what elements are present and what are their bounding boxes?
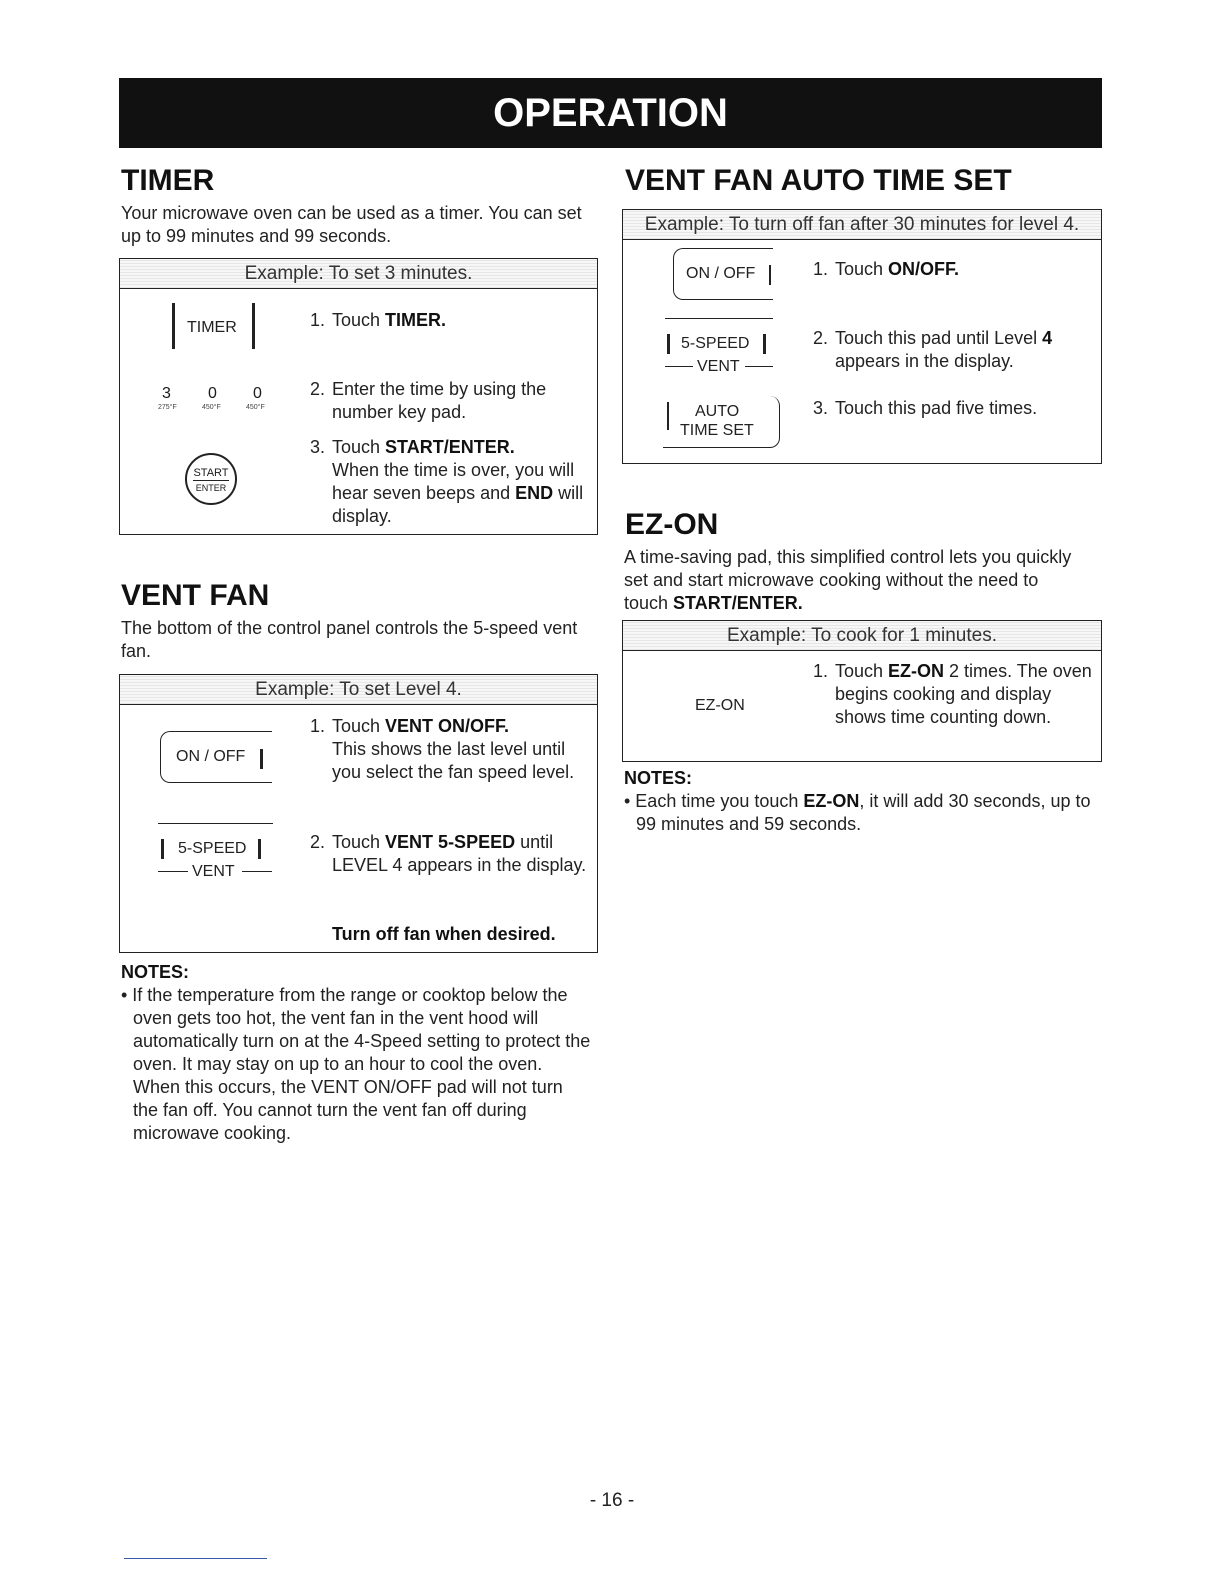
auto-time-example-header: Example: To turn off fan after 30 minutes for level 4. — [623, 210, 1101, 240]
key-temps — [158, 404, 278, 414]
step-text: When the time is over, you will hear seven beeps and — [332, 460, 575, 503]
vent-onoff-pad[interactable] — [160, 731, 272, 783]
pad-bar — [667, 334, 670, 354]
auto-time-example-box — [622, 209, 1102, 464]
step-text: Touch this pad until Level — [835, 328, 1043, 348]
timer-intro: Your microwave oven can be used as a timer. You can set up to 99 minutes and 99 seconds. — [121, 203, 582, 246]
vent-left-dash — [665, 366, 693, 367]
vent-label: VENT — [192, 863, 235, 880]
auto-vent-label: VENT — [697, 358, 740, 375]
ezon-intro-key: START/ENTER. — [673, 593, 803, 613]
step-number: 1. — [813, 259, 829, 279]
ezon-note-text: • Each time you touch — [624, 791, 804, 811]
vent-closing: Turn off fan when desired. — [332, 924, 556, 944]
step-text: Enter the time by using the number key pad. — [332, 379, 547, 422]
auto-label: AUTO — [695, 403, 740, 420]
key-temp-label: 450°F — [202, 404, 221, 411]
step-text: 2 times. The oven begins cooking and display shows time counting down. — [835, 661, 1092, 727]
step-number: 2. — [310, 379, 326, 399]
step-text: This shows the last level until you select the fan speed level. — [332, 739, 575, 782]
ezon-notes-title: NOTES: — [624, 768, 693, 788]
pad-bar — [258, 839, 261, 859]
step-key: END — [515, 483, 554, 503]
step-text: Touch — [332, 310, 386, 330]
number-key[interactable]: 0 — [208, 385, 217, 402]
vent-step-2 — [310, 831, 595, 877]
step-text: Touch — [332, 437, 386, 457]
timer-example-box — [119, 258, 598, 535]
footer-rule — [124, 1558, 267, 1559]
auto-time-title: VENT FAN AUTO TIME SET — [625, 164, 1012, 197]
auto-step-2 — [813, 327, 1083, 373]
vent-right-dash — [745, 366, 773, 367]
step-text: Touch — [332, 832, 386, 852]
ezon-title: EZ-ON — [625, 508, 719, 541]
ezon-example-box — [622, 620, 1102, 762]
vent-fan-title: VENT FAN — [121, 579, 270, 612]
ezon-note-key: EZ-ON — [803, 791, 860, 811]
step-number: 1. — [813, 661, 829, 681]
pad-bar — [769, 265, 771, 285]
timer-step-3 — [310, 436, 595, 528]
timer-step-2 — [310, 378, 595, 424]
pad-bar — [260, 749, 263, 769]
auto-onoff-label: ON / OFF — [686, 265, 756, 282]
start-label: START — [193, 467, 229, 479]
step-key: TIMER. — [385, 310, 447, 330]
vent-speed-pad[interactable] — [158, 833, 276, 883]
vent-right-dash — [242, 871, 272, 872]
enter-label: ENTER — [195, 483, 227, 493]
ezon-intro — [624, 546, 1084, 615]
page-number: - 16 - — [589, 1490, 635, 1511]
step-number: 2. — [310, 832, 326, 852]
vent-fan-example-box — [119, 674, 598, 953]
step-text: until LEVEL 4 appears in the display. — [332, 832, 587, 875]
pad-bar — [161, 839, 164, 859]
number-key[interactable]: 0 — [253, 385, 262, 402]
vent-note: • If the temperature from the range or cooktop below the oven gets too hot, the vent fan in the vent hood will automatically turn on at the 4-Speed setting to protect the oven. It may stay on up to an hour to cool the oven. When this occurs, the VENT ON/OFF pad will not turn the fan off. You cannot turn the vent fan off during microwave cooking. — [121, 985, 591, 1143]
auto-speed-label: 5-SPEED — [681, 335, 750, 352]
ezon-example-header: Example: To cook for 1 minutes. — [623, 621, 1101, 651]
timer-example-header: Example: To set 3 minutes. — [120, 259, 597, 289]
step-number: 1. — [310, 716, 326, 736]
auto-step-1 — [813, 258, 1098, 281]
ezon-step-1 — [813, 660, 1098, 729]
step-key: EZ-ON — [888, 661, 945, 681]
ezon-note-text: , it will add 30 seconds, up to 99 minutes and 59 seconds. — [636, 791, 1091, 834]
auto-speed-top-line — [665, 318, 773, 319]
ezon-note — [624, 790, 1094, 836]
step-text: Touch this pad five times. — [835, 398, 1038, 418]
start-enter-button[interactable] — [185, 453, 237, 505]
timer-step-1 — [310, 309, 595, 332]
step-text: Touch — [835, 661, 889, 681]
step-number: 2. — [813, 328, 829, 348]
vent-fan-example-header: Example: To set Level 4. — [120, 675, 597, 705]
vent-notes-title: NOTES: — [121, 962, 190, 982]
step-number: 3. — [310, 437, 326, 457]
pad-bar — [667, 402, 669, 430]
vent-step-1 — [310, 715, 595, 784]
ezon-pad[interactable]: EZ-ON — [695, 697, 745, 714]
timer-pad-left-bar — [172, 303, 175, 349]
step-key: 4 — [1042, 328, 1053, 348]
vent-fan-intro: The bottom of the control panel controls the 5-speed vent fan. — [121, 618, 578, 661]
time-set-label: TIME SET — [680, 422, 754, 439]
timer-pad[interactable]: TIMER — [187, 319, 237, 336]
step-key: VENT ON/OFF. — [385, 716, 510, 736]
step-key: VENT 5-SPEED — [385, 832, 516, 852]
timer-pad-right-bar — [252, 303, 255, 349]
speed-label: 5-SPEED — [178, 840, 247, 857]
key-temp-label: 450°F — [246, 404, 265, 411]
auto-step-3 — [813, 397, 1098, 420]
auto-onoff-pad[interactable] — [673, 248, 773, 300]
start-divider — [193, 480, 229, 481]
pad-bar — [763, 334, 766, 354]
vent-left-dash — [158, 871, 188, 872]
step-key: ON/OFF. — [888, 259, 960, 279]
step-text: will display. — [332, 483, 584, 526]
vent-onoff-label: ON / OFF — [176, 748, 246, 765]
number-key[interactable]: 3 — [162, 385, 171, 402]
step-number: 1. — [310, 310, 326, 330]
step-key: START/ENTER. — [385, 437, 515, 457]
ezon-intro-text: A time-saving pad, this simplified control lets you quickly set and start microwave cooking without the need to touch — [624, 547, 1072, 613]
timer-title: TIMER — [121, 164, 215, 197]
step-text: Touch — [332, 716, 386, 736]
step-text: Touch — [835, 259, 889, 279]
number-keys — [162, 385, 272, 405]
step-text: appears in the display. — [835, 351, 1014, 371]
auto-time-set-pad[interactable] — [663, 396, 780, 448]
step-number: 3. — [813, 398, 829, 418]
key-temp-label: 275°F — [158, 404, 177, 411]
speed-pad-top-line — [158, 823, 273, 824]
page-banner: OPERATION — [119, 78, 1102, 148]
auto-speed-pad[interactable] — [665, 328, 777, 378]
